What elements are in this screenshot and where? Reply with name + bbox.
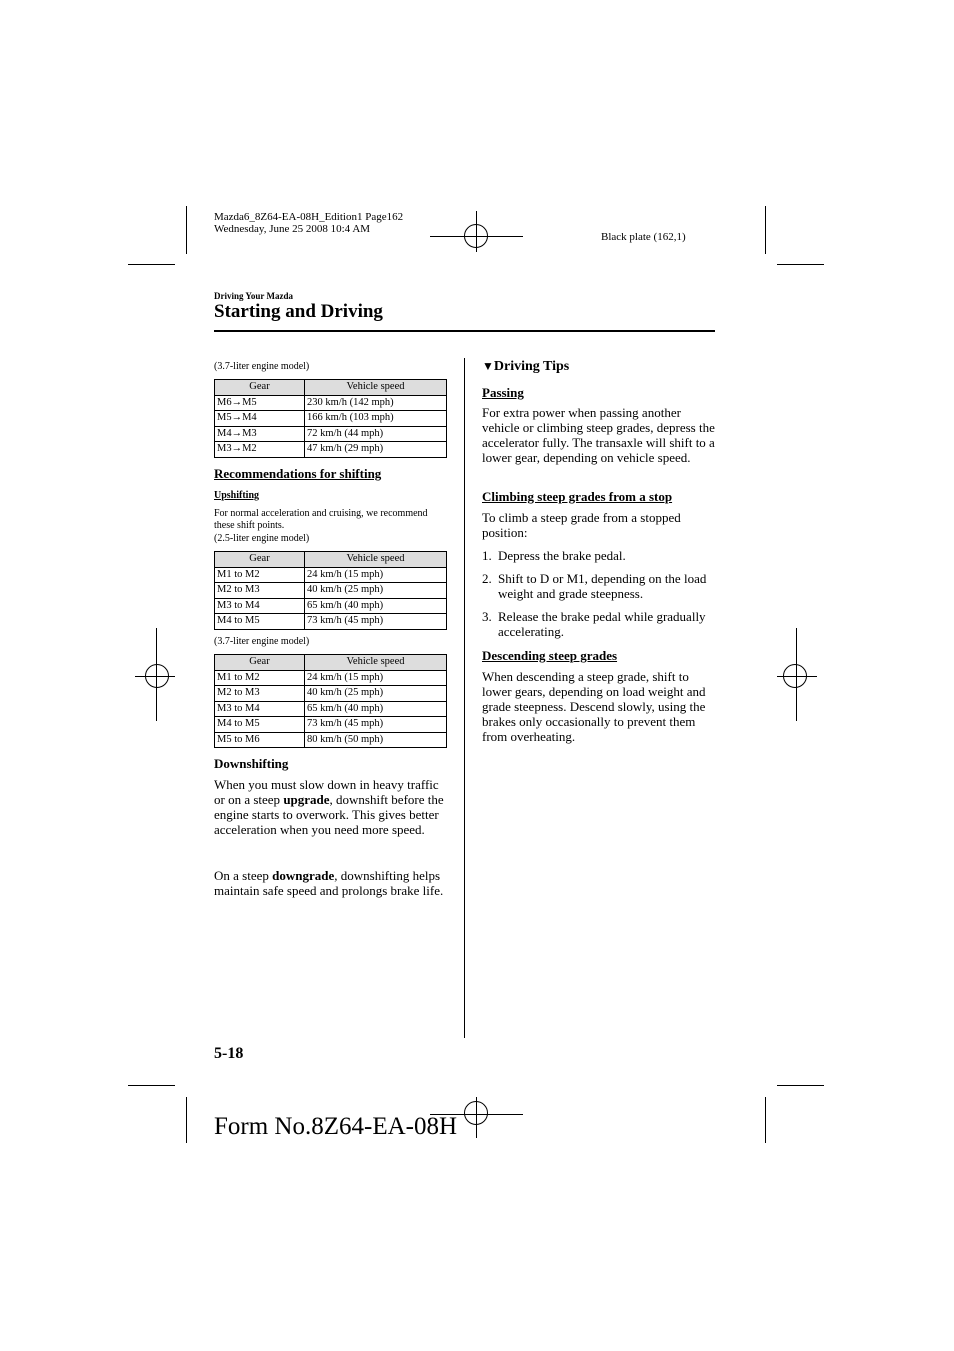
cell-gear: M2 to M3 <box>215 583 305 599</box>
cell-speed: 40 km/h (25 mph) <box>305 686 447 702</box>
text-run: , downshifting helps maintain safe speed and prolongs brake life. <box>214 868 444 898</box>
driving-tips-heading <box>482 359 569 375</box>
cell-gear: M3 to M4 <box>215 598 305 614</box>
cell-speed: 166 km/h (103 mph) <box>305 411 447 427</box>
table-row <box>215 395 447 411</box>
table-row <box>215 732 447 748</box>
climbing-steps <box>482 548 718 639</box>
cell-speed: 73 km/h (45 mph) <box>305 717 447 733</box>
cell-gear: M4 to M5 <box>215 717 305 733</box>
emphasis-upgrade: upgrade <box>283 792 330 807</box>
cell-speed: 73 km/h (45 mph) <box>305 614 447 630</box>
cell-speed: 230 km/h (142 mph) <box>305 395 447 411</box>
col-header-gear: Gear <box>215 380 305 396</box>
table-a-caption: (3.7-liter engine model) <box>214 361 310 372</box>
title-rule <box>214 330 715 332</box>
upshifting-text: For normal acceleration and cruising, we recommend these shift points. <box>214 508 428 531</box>
cell-speed: 40 km/h (25 mph) <box>305 583 447 599</box>
passing-text: For extra power when passing another vehicle or climbing steep grades, depress the accelerator fully. The transaxle will shift to a lower gear, depending on vehicle speed. <box>482 405 715 465</box>
step-text: Depress the brake pedal. <box>498 548 626 563</box>
descending-text: When descending a steep grade, shift to lower gears, depending on load weight and grade steepness. Descend slowly, using the brakes only occasionally to prevent them from overheating. <box>482 669 706 744</box>
list-item <box>482 548 718 563</box>
cell-gear: M4→M3 <box>215 426 305 442</box>
table-b-caption: (2.5-liter engine model) <box>214 533 310 544</box>
shift-table-c <box>214 654 447 748</box>
cell-speed: 80 km/h (50 mph) <box>305 732 447 748</box>
table-row <box>215 614 447 630</box>
cell-gear: M1 to M2 <box>215 670 305 686</box>
cell-speed: 72 km/h (44 mph) <box>305 426 447 442</box>
table-c-caption: (3.7-liter engine model) <box>214 636 310 647</box>
descending-heading: Descending steep grades <box>482 648 618 663</box>
table-row <box>215 567 447 583</box>
step-number: 2. <box>482 571 492 586</box>
downshifting-heading: Downshifting <box>214 756 289 771</box>
table-row <box>215 411 447 427</box>
table-row <box>215 670 447 686</box>
climbing-heading: Climbing steep grades from a stop <box>482 489 673 504</box>
plate-label: Black plate (162,1) <box>601 231 686 243</box>
col-header-speed: Vehicle speed <box>305 552 447 568</box>
table-row <box>215 426 447 442</box>
page-title: Starting and Driving <box>214 301 383 322</box>
form-number: Form No.8Z64-EA-08H <box>214 1113 458 1140</box>
table-row <box>215 442 447 458</box>
shift-table-a <box>214 379 447 458</box>
cell-gear: M3 to M4 <box>215 701 305 717</box>
step-number: 3. <box>482 609 492 624</box>
table-row <box>215 701 447 717</box>
step-text: Release the brake pedal while gradually accelerating. <box>498 609 706 639</box>
cell-gear: M2 to M3 <box>215 686 305 702</box>
triangle-down-icon: ▼ <box>482 359 494 373</box>
table-row <box>215 598 447 614</box>
col-header-speed: Vehicle speed <box>305 380 447 396</box>
cell-gear: M4 to M5 <box>215 614 305 630</box>
cell-speed: 65 km/h (40 mph) <box>305 598 447 614</box>
table-row <box>215 686 447 702</box>
col-header-speed: Vehicle speed <box>305 655 447 671</box>
step-number: 1. <box>482 548 492 563</box>
print-job-info <box>214 211 403 235</box>
emphasis-downgrade: downgrade <box>272 868 335 883</box>
page-number: 5-18 <box>214 1045 244 1062</box>
downshifting-paragraph-1 <box>214 777 450 837</box>
table-row <box>215 717 447 733</box>
cell-gear: M1 to M2 <box>215 567 305 583</box>
cell-speed: 24 km/h (15 mph) <box>305 670 447 686</box>
cell-gear: M5 to M6 <box>215 732 305 748</box>
print-job-line1: Mazda6_8Z64-EA-08H_Edition1 Page162 <box>214 211 404 223</box>
text-run: On a steep <box>214 868 273 883</box>
col-header-gear: Gear <box>215 552 305 568</box>
cell-speed: 24 km/h (15 mph) <box>305 567 447 583</box>
cell-speed: 65 km/h (40 mph) <box>305 701 447 717</box>
climbing-intro: To climb a steep grade from a stopped position: <box>482 510 681 540</box>
list-item <box>482 609 718 639</box>
text-run: When you must slow down in heavy traffic or on a steep <box>214 777 439 807</box>
recommendations-heading: Recommendations for shifting <box>214 466 382 481</box>
cell-gear: M6→M5 <box>215 395 305 411</box>
col-header-gear: Gear <box>215 655 305 671</box>
upshifting-heading: Upshifting <box>214 490 260 501</box>
cell-gear: M5→M4 <box>215 411 305 427</box>
cell-gear: M3→M2 <box>215 442 305 458</box>
cell-speed: 47 km/h (29 mph) <box>305 442 447 458</box>
list-item <box>482 571 718 601</box>
passing-heading: Passing <box>482 385 524 400</box>
print-job-line2: Wednesday, June 25 2008 10:4 AM <box>214 223 371 235</box>
driving-tips-title: Driving Tips <box>493 359 570 374</box>
downshifting-paragraph-2 <box>214 868 450 898</box>
shift-table-b <box>214 551 447 630</box>
step-text: Shift to D or M1, depending on the load weight and grade steepness. <box>498 571 707 601</box>
section-label: Driving Your Mazda <box>214 291 294 301</box>
text-run: , downshift before the engine starts to overwork. This gives better acceleration when you need more speed. <box>214 792 444 837</box>
column-divider <box>464 358 465 1038</box>
table-row <box>215 583 447 599</box>
